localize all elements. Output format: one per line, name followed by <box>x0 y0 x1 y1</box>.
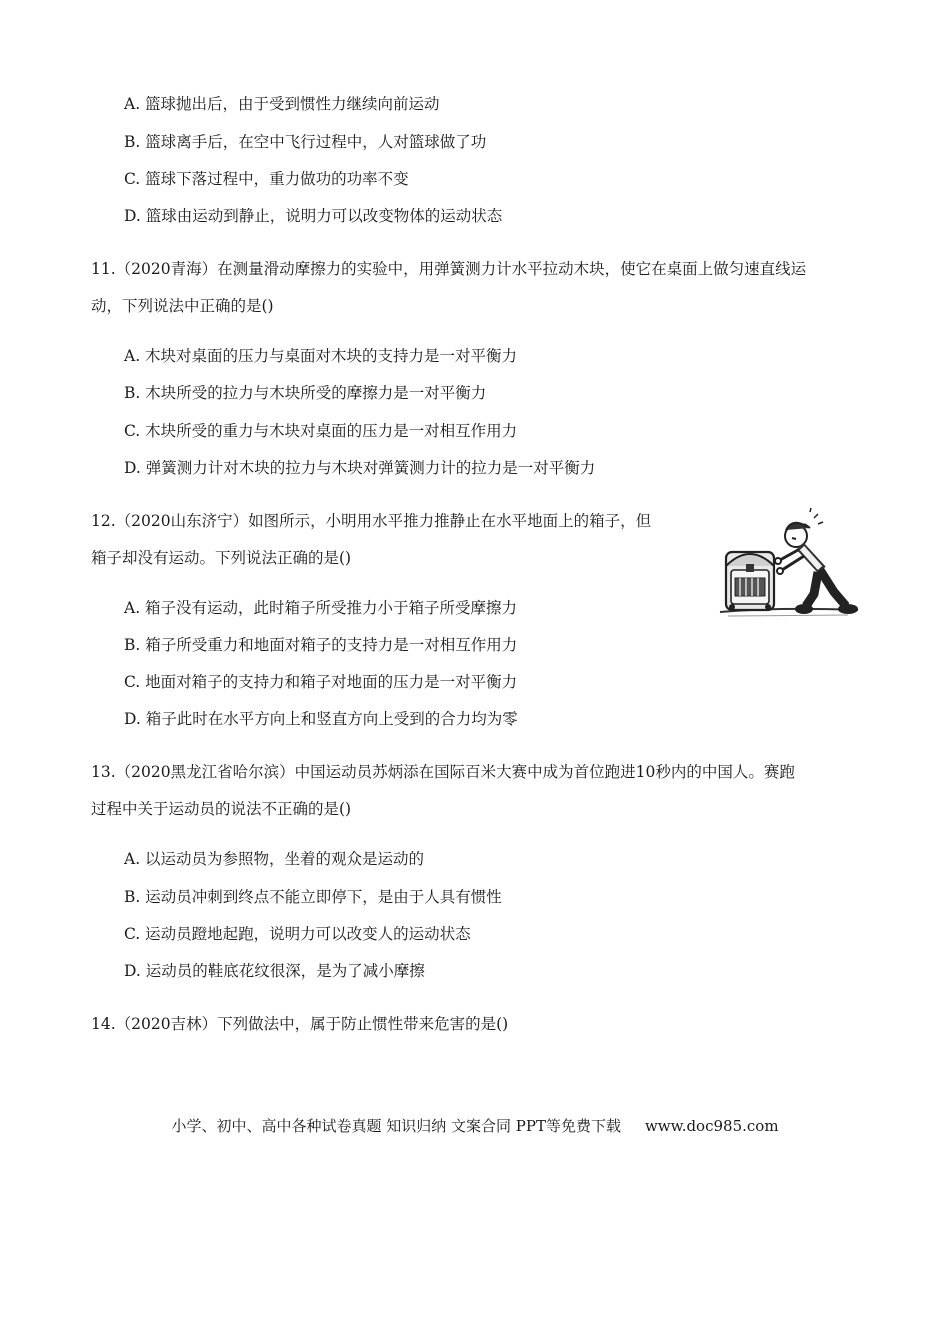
q13-option-b: B. 运动员冲刺到终点不能立即停下，是由于人具有惯性 <box>124 888 502 906</box>
q11-stem-line2: 动，下列说法中正确的是() <box>91 297 274 315</box>
q13-stem-line1: 13.（2020黑龙江省哈尔滨）中国运动员苏炳添在国际百米大赛中成为首位跑进10秒内的中国人。赛跑 <box>91 763 795 781</box>
q14-stem-line1: 14.（2020吉林）下列做法中，属于防止惯性带来危害的是() <box>91 1015 509 1033</box>
q13-option-c: C. 运动员蹬地起跑，说明力可以改变人的运动状态 <box>124 925 471 943</box>
footer-site-link[interactable]: www.doc985.com <box>644 1117 779 1135</box>
page-footer <box>0 1115 950 1137</box>
boy-pushing-box-figure <box>718 508 862 620</box>
option-d: D. 篮球由运动到静止，说明力可以改变物体的运动状态 <box>124 207 503 225</box>
q11-option-d: D. 弹簧测力计对木块的拉力与木块对弹簧测力计的拉力是一对平衡力 <box>124 459 596 477</box>
q11-option-a: A. 木块对桌面的压力与桌面对木块的支持力是一对平衡力 <box>124 347 518 365</box>
option-a: A. 篮球抛出后，由于受到惯性力继续向前运动 <box>124 95 440 113</box>
q12-option-b: B. 箱子所受重力和地面对箱子的支持力是一对相互作用力 <box>124 636 518 654</box>
q11-option-c: C. 木块所受的重力与木块对桌面的压力是一对相互作用力 <box>124 422 518 440</box>
q12-option-d: D. 箱子此时在水平方向上和竖直方向上受到的合力均为零 <box>124 710 518 728</box>
q12-option-c: C. 地面对箱子的支持力和箱子对地面的压力是一对平衡力 <box>124 673 518 691</box>
footer-text: 小学、初中、高中各种试卷真题 知识归纳 文案合同 PPT等免费下载 <box>171 1117 621 1135</box>
boy-shape <box>775 508 857 613</box>
chest-shape <box>726 552 774 610</box>
q11-stem-line1: 11.（2020青海）在测量滑动摩擦力的实验中，用弹簧测力计水平拉动木块，使它在桌面上做匀速直线运 <box>91 260 807 278</box>
q11-option-b: B. 木块所受的拉力与木块所受的摩擦力是一对平衡力 <box>124 384 487 402</box>
q12-stem-line1: 12.（2020山东济宁）如图所示，小明用水平推力推静止在水平地面上的箱子，但 <box>91 512 652 530</box>
q13-stem-line2: 过程中关于运动员的说法不正确的是() <box>91 800 352 818</box>
option-b: B. 篮球离手后，在空中飞行过程中，人对篮球做了功 <box>124 133 487 151</box>
q12-stem-line2: 箱子却没有运动。下列说法正确的是() <box>91 549 352 567</box>
q13-option-a: A. 以运动员为参照物，坐着的观众是运动的 <box>124 850 425 868</box>
option-c: C. 篮球下落过程中，重力做功的功率不变 <box>124 170 409 188</box>
q13-option-d: D. 运动员的鞋底花纹很深，是为了减小摩擦 <box>124 962 425 980</box>
q12-option-a: A. 箱子没有运动，此时箱子所受推力小于箱子所受摩擦力 <box>124 599 518 617</box>
